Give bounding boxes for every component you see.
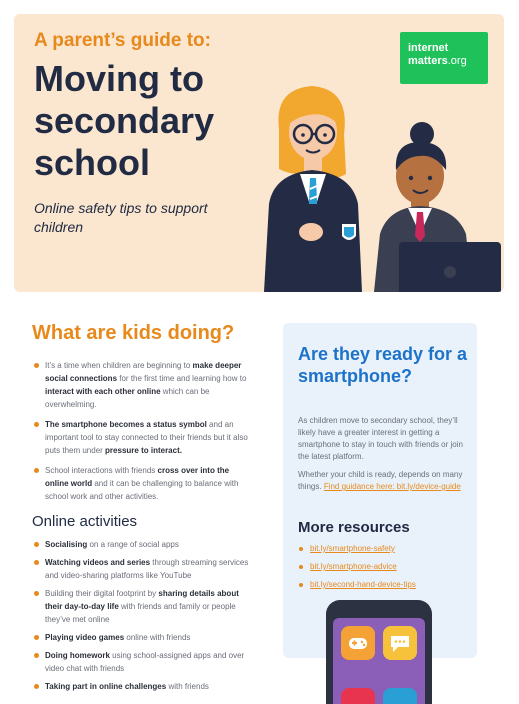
smartphone-heading: Are they ready for a smartphone? <box>298 344 468 386</box>
activity-bullet-text: on a range of social apps <box>87 540 179 549</box>
hero-banner <box>14 14 504 292</box>
kids-bullet <box>32 359 252 411</box>
bird-icon <box>383 688 417 704</box>
logo-line1: internet <box>408 42 449 54</box>
smartphone-paragraph: As children move to secondary school, they’ll likely have a greater interest in getting a smartphone to stay in touch with friends or join the latest platform. <box>298 416 463 461</box>
activity-bullet <box>32 649 252 675</box>
activity-bullet-text: online with friends <box>124 633 191 642</box>
device-guide-link[interactable]: Find guidance here: bit.ly/device-guide <box>323 482 461 491</box>
guidance-paragraph: Whether your child is ready, depends on many things. Find guidance here: bit.ly/device-guide <box>298 470 463 491</box>
kids-bullet-text: cross over into the online world <box>45 466 230 488</box>
phone-screen <box>333 618 425 704</box>
kids-bullet-text: School interactions with friends <box>45 466 158 475</box>
resource-link[interactable]: bit.ly/second-hand-device-tips <box>298 579 416 591</box>
resource-link[interactable]: bit.ly/smartphone-advice <box>298 561 416 573</box>
activity-bullet-text: Playing video games <box>45 633 125 642</box>
students-illustration <box>234 74 504 292</box>
kids-heading: What are kids doing? <box>32 322 235 344</box>
activity-bullet <box>32 680 252 693</box>
kids-bullet-text: pressure to interact. <box>105 446 182 455</box>
activity-bullet-text: through streaming services and video-sharing platforms like YouTube <box>45 558 249 580</box>
logo-line2: matters.org <box>408 55 467 67</box>
kids-section <box>32 322 252 698</box>
phone-illustration <box>326 600 432 704</box>
resources-list <box>298 543 416 597</box>
online-activities-heading: Online activities <box>32 513 138 530</box>
kids-bullet-text: for the first time and learning how to <box>117 374 247 383</box>
resource-link[interactable]: bit.ly/smartphone-safety <box>298 543 416 555</box>
activity-bullet-text: with friends <box>166 682 209 691</box>
chat-icon <box>383 626 417 660</box>
more-resources-heading: More resources <box>298 519 410 536</box>
activity-bullet-text: with friends and family or people they’ve met online <box>45 602 236 624</box>
kids-bullet-list <box>32 359 252 503</box>
activity-bullet-text: Building their digital footprint by <box>45 589 159 598</box>
activities-bullet-list <box>32 538 252 693</box>
kids-bullet-text: which can be overwhelming. <box>45 387 210 409</box>
kids-bullet <box>32 464 252 503</box>
activity-bullet <box>32 587 252 626</box>
guide-kicker: A parent’s guide to: <box>34 30 211 51</box>
activity-bullet-text: Taking part in online challenges <box>45 682 167 691</box>
activity-bullet-text: sharing details about their day-to-day life <box>45 589 239 611</box>
activity-bullet <box>32 631 252 644</box>
page-subtitle: Online safety tips to support children <box>34 200 208 235</box>
girl-student-illustration <box>264 86 362 292</box>
video-icon <box>341 688 375 704</box>
activity-bullet-text: Doing homework <box>45 651 110 660</box>
kids-bullet-text: make deeper social connections <box>45 361 242 383</box>
boy-student-illustration <box>374 122 501 292</box>
kids-bullet-text: It’s a time when children are beginning to <box>45 361 193 370</box>
gamepad-icon <box>341 626 375 660</box>
kids-bullet <box>32 418 252 457</box>
kids-bullet-text: interact with each other online <box>45 387 161 396</box>
activity-bullet-text: Watching videos and series <box>45 558 151 567</box>
activity-bullet-text: using school-assigned apps and over video chat with friends <box>45 651 245 673</box>
activity-bullet <box>32 556 252 582</box>
kids-bullet-text: and an important tool to stay connected to their friends but it also puts them under <box>45 420 248 455</box>
activity-bullet-text: Socialising <box>45 540 88 549</box>
kids-bullet-text: The smartphone becomes a status symbol <box>45 420 207 429</box>
activity-bullet <box>32 538 252 551</box>
kids-bullet-text: and it can be challenging to balance with school work and other activities. <box>45 479 239 501</box>
page-title: Moving to secondary school <box>34 58 215 183</box>
